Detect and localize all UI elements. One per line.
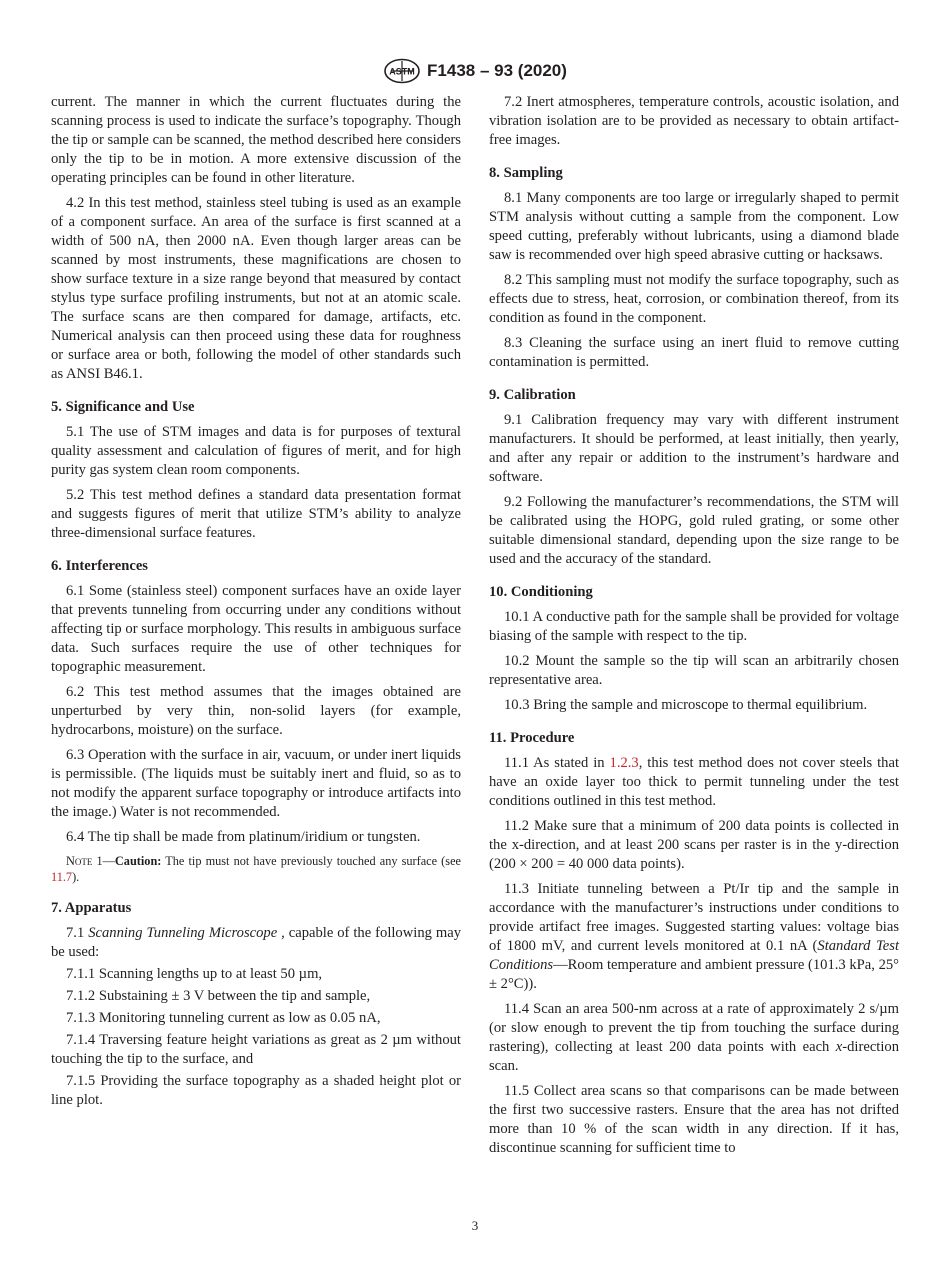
paragraph-7-1-italic: Scanning Tunneling Microscope , bbox=[88, 925, 285, 941]
paragraph-8-2: 8.2 This sampling must not modify the surface topography, such as effects due to stress, heat, corrosion, or combination thereof, from its condition as found in the component. bbox=[489, 272, 899, 326]
section-9-heading: 9. Calibration bbox=[489, 387, 576, 403]
note-label: Note 1— bbox=[66, 854, 115, 868]
section-5-heading: 5. Significance and Use bbox=[51, 399, 195, 415]
paragraph-6-2: 6.2 This test method assumes that the images obtained are unperturbed by very thin, non-solid layers (for example, hydrocarbons, moisture) on the surface. bbox=[51, 684, 461, 738]
paragraph-10-3: 10.3 Bring the sample and microscope to thermal equilibrium. bbox=[504, 697, 868, 713]
link-1-2-3[interactable]: 1.2.3 bbox=[609, 755, 639, 771]
paragraph-4-2: 4.2 In this test method, stainless steel tubing is used as an example of a component surface. An area of the surface is first scanned at a width of 500 nA, then 2000 nA. Even though larger areas can be scanned by most instruments, these magnifications are chosen to show surface texture in a size range beyond that measured by contact stylus type surface profiling instruments, but not at an atomic scale. The surface scans are then compared for damage, artifacts, etc. Numerical analysis can then proceed using these data for roughness or surface area or both, following the model of other standards such as ANSI B46.1. bbox=[51, 195, 461, 382]
note-end: ). bbox=[72, 870, 80, 884]
paragraph-6-1: 6.1 Some (stainless steel) component surfaces have an oxide layer that prevents tunneling from occurring under any conditions without affecting tip or surface morphology. This results in ambiguous surface data. Such surfaces require the use of other techniques for topographic measurement. bbox=[51, 583, 461, 675]
paragraph-6-3: 6.3 Operation with the surface in air, vacuum, or under inert liquids is permissible. (The liquids must be suitably inert and fluid, so as to not modify the apparent surface topography or introduce artifacts into the image.) Water is not recommended. bbox=[51, 747, 461, 820]
section-6-heading: 6. Interferences bbox=[51, 558, 148, 574]
paragraph-10-1: 10.1 A conductive path for the sample shall be provided for voltage biasing of the sample with respect to the tip. bbox=[489, 609, 899, 644]
section-10-heading: 10. Conditioning bbox=[489, 584, 593, 600]
paragraph-11-4 bbox=[489, 1000, 899, 1076]
paragraph-11-4-italic: x bbox=[835, 1039, 843, 1055]
note-caution: Caution: bbox=[114, 854, 162, 868]
page-number: 3 bbox=[471, 1218, 479, 1233]
paragraph-8-1: 8.1 Many components are too large or irregularly shaped to permit STM analysis without cutting a sample from the component. Low speed cutting, preferably without lubricants, using a diamond blade saw is recommended over high speed abrasive cutting or hacksaws. bbox=[489, 190, 899, 263]
section-11-heading: 11. Procedure bbox=[489, 730, 575, 746]
paragraph-7-1-4: 7.1.4 Traversing feature height variations as great as 2 µm without touching the tip to the surface, and bbox=[51, 1032, 461, 1067]
paragraph-11-1-a: 11.1 As stated in bbox=[504, 755, 610, 771]
paragraph-11-4-b: -direction scan. bbox=[489, 1039, 899, 1074]
note-text: The tip must not have previously touched any surface (see bbox=[161, 854, 461, 868]
section-8-heading: 8. Sampling bbox=[489, 165, 563, 181]
section-7-heading: 7. Apparatus bbox=[51, 900, 132, 916]
paragraph-7-1 bbox=[51, 924, 461, 962]
paragraph-11-3-a: 11.3 Initiate tunneling between a Pt/Ir tip and the sample in accordance with the manufacturer’s instructions under conditions to provide artifact free images. Suggested starting values: voltage bias of 1800 mV, and current levels monitored at 0.1 nA ( bbox=[489, 881, 899, 954]
paragraph-7-2: 7.2 Inert atmospheres, temperature controls, acoustic isolation, and vibration isolation are to be provided as necessary to obtain artifact-free images. bbox=[489, 94, 899, 148]
standard-designation: F1438 – 93 (2020) bbox=[427, 61, 567, 80]
paragraph-9-1: 9.1 Calibration frequency may vary with different instrument manufacturers. It should be performed, at least initially, then yearly, and after any repair or addition to the instrument’s hardware and software. bbox=[489, 412, 899, 485]
paragraph-11-3-b: —Room temperature and ambient pressure (101.3 kPa, 25° ± 2°C)). bbox=[489, 957, 899, 992]
paragraph-11-1 bbox=[489, 754, 899, 811]
paragraph-7-1-3: 7.1.3 Monitoring tunneling current as low as 0.05 nA, bbox=[66, 1010, 381, 1026]
paragraph-6-4: 6.4 The tip shall be made from platinum/iridium or tungsten. bbox=[66, 829, 421, 845]
svg-text:ASTM: ASTM bbox=[389, 66, 415, 77]
paragraph-8-3: 8.3 Cleaning the surface using an inert fluid to remove cutting contamination is permitted. bbox=[489, 335, 899, 370]
left-column bbox=[51, 93, 461, 1113]
astm-logo-icon bbox=[383, 58, 421, 84]
paragraph-11-2: 11.2 Make sure that a minimum of 200 data points is collected in the x-direction, and at least 200 scans per raster is in the y-direction (200 × 200 = 40 000 data points). bbox=[489, 818, 899, 872]
paragraph-7-1-num: 7.1 bbox=[66, 925, 89, 941]
paragraph-intro: current. The manner in which the current fluctuates during the scanning process is used to indicate the surface’s topography. Though the tip or sample can be scanned, the method described here considers only the tip to be in motion. A more extensive discussion of the operating principles can be found in other literature. bbox=[51, 94, 461, 186]
paragraph-10-2: 10.2 Mount the sample so the tip will scan an arbitrarily chosen representative area. bbox=[489, 653, 899, 688]
page-header bbox=[0, 56, 950, 86]
link-11-7[interactable]: 11.7 bbox=[51, 870, 73, 884]
paragraph-11-3-italic: Standard Test Conditions bbox=[489, 938, 899, 973]
paragraph-9-2: 9.2 Following the manufacturer’s recommendations, the STM will be calibrated using the HOPG, gold ruled grating, or some other suitable dimensional standard, depending upon the size range to be used and the accuracy of the standard. bbox=[489, 494, 899, 567]
paragraph-5-1: 5.1 The use of STM images and data is for purposes of textural quality assessment and calculation of figures of merit, and for high purity gas system clean room components. bbox=[51, 424, 461, 478]
paragraph-11-5: 11.5 Collect area scans so that comparisons can be made between the first two successive rasters. Ensure that the area has not drifted more than 10 % of the scan width in any direction. If it has, discontinue scanning for sufficient time to bbox=[489, 1083, 899, 1156]
note-1 bbox=[51, 853, 461, 885]
paragraph-7-1-2: 7.1.2 Substaining ± 3 V between the tip and sample, bbox=[66, 988, 371, 1004]
paragraph-11-1-b: , this test method does not cover steels that have an oxide layer too thick to permit tunneling under the test conditions outlined in this test method. bbox=[489, 755, 899, 809]
paragraph-7-1-rest: capable of the following may be used: bbox=[51, 925, 461, 960]
paragraph-7-1-1: 7.1.1 Scanning lengths up to at least 50 µm, bbox=[66, 966, 323, 982]
paragraph-11-4-a: 11.4 Scan an area 500-nm across at a rate of approximately 2 s/µm (or slow enough to prevent the tip from touching the surface during rastering), collecting at least 200 data points with each bbox=[489, 1001, 899, 1055]
paragraph-5-2: 5.2 This test method defines a standard data presentation format and suggests figures of merit that utilize STM’s ability to analyze three-dimensional surface features. bbox=[51, 487, 461, 541]
paragraph-11-3 bbox=[489, 880, 899, 994]
paragraph-7-1-5: 7.1.5 Providing the surface topography as a shaded height plot or line plot. bbox=[51, 1073, 461, 1108]
right-column bbox=[489, 93, 899, 1164]
